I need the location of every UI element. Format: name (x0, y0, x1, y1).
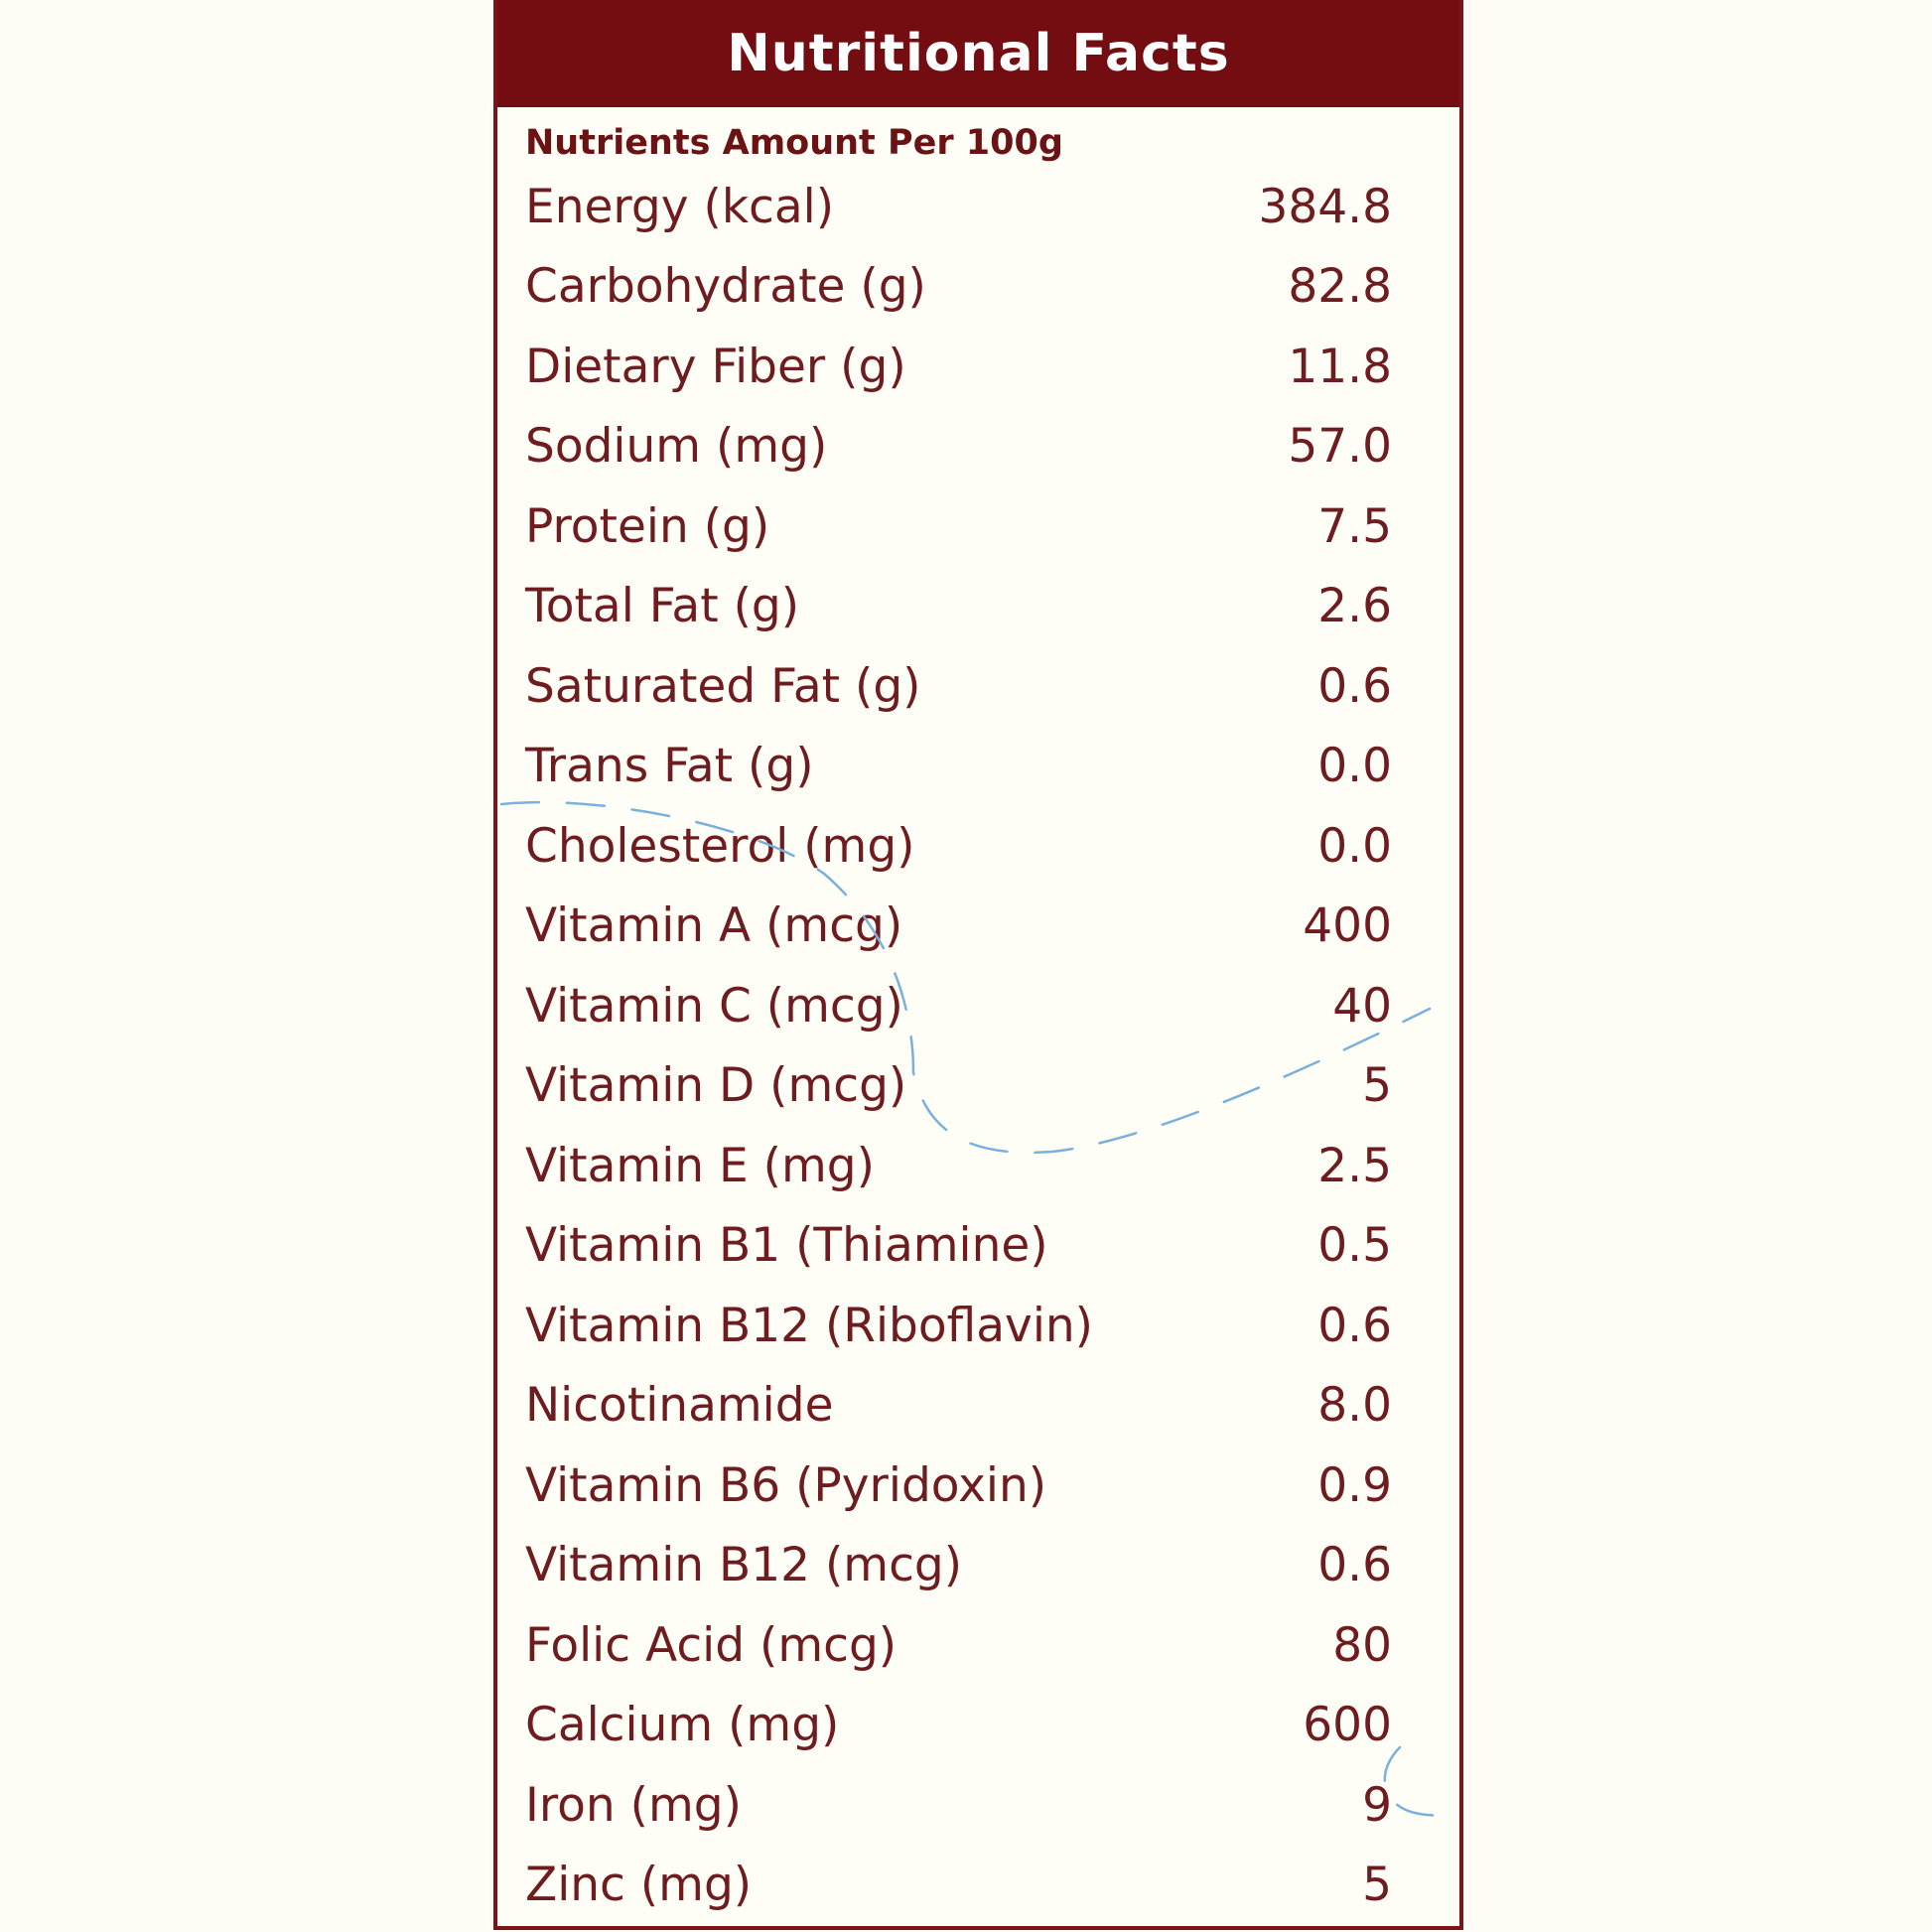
nutrient-row (497, 1526, 1459, 1606)
nutrient-label: Cholesterol (mg) (525, 818, 915, 874)
nutrient-row (497, 1206, 1459, 1287)
nutrient-label: Vitamin A (mcg) (525, 898, 903, 954)
nutrient-value: 11.8 (1288, 339, 1392, 394)
nutrient-value: 0.9 (1317, 1457, 1392, 1513)
nutrient-label: Protein (g) (525, 498, 770, 554)
nutrient-value: 9 (1362, 1777, 1392, 1833)
nutrient-label: Vitamin B12 (Riboflavin) (525, 1298, 1094, 1353)
nutrient-value: 82.8 (1288, 259, 1392, 315)
nutrient-label: Nicotinamide (525, 1378, 834, 1434)
nutrient-label: Sodium (mg) (525, 419, 828, 475)
nutrient-value: 80 (1332, 1617, 1392, 1673)
nutrients-subheader: Nutrients Amount Per 100g (525, 123, 1063, 163)
nutrient-label: Vitamin D (mcg) (525, 1058, 907, 1114)
nutrient-value: 0.6 (1317, 1298, 1392, 1353)
nutrient-label: Vitamin B6 (Pyridoxin) (525, 1457, 1047, 1513)
nutrient-label: Saturated Fat (g) (525, 658, 921, 714)
nutrient-row (497, 966, 1459, 1046)
nutrient-value: 5 (1362, 1858, 1392, 1913)
nutrient-label: Carbohydrate (g) (525, 259, 926, 315)
nutrient-row (497, 486, 1459, 567)
nutrient-value: 2.5 (1317, 1138, 1392, 1193)
nutrient-row (497, 1126, 1459, 1206)
nutrient-value: 40 (1332, 978, 1392, 1034)
nutrient-label: Energy (kcal) (525, 179, 835, 234)
nutrient-label: Folic Acid (mcg) (525, 1617, 897, 1673)
nutrient-label: Vitamin B1 (Thiamine) (525, 1218, 1048, 1274)
nutrient-value: 5 (1362, 1058, 1392, 1114)
nutrient-value: 8.0 (1317, 1378, 1392, 1434)
nutrient-row (497, 1605, 1459, 1686)
nutrient-row (497, 1366, 1459, 1447)
nutrient-row (497, 1765, 1459, 1846)
nutrient-label: Zinc (mg) (525, 1858, 753, 1913)
nutrient-row (497, 1686, 1459, 1766)
nutrient-value: 0.0 (1317, 739, 1392, 794)
nutrient-row (497, 1046, 1459, 1127)
nutrient-value: 0.0 (1317, 818, 1392, 874)
nutrient-label: Iron (mg) (525, 1777, 742, 1833)
nutrient-row (497, 1286, 1459, 1366)
nutrient-value: 384.8 (1258, 179, 1392, 234)
nutrient-row (497, 327, 1459, 407)
nutrient-label: Vitamin E (mg) (525, 1138, 875, 1193)
nutrition-header (497, 0, 1459, 107)
nutrient-label: Total Fat (g) (525, 579, 800, 634)
nutrient-label: Calcium (mg) (525, 1698, 840, 1753)
nutrient-label: Trans Fat (g) (525, 739, 814, 794)
nutrient-row (497, 646, 1459, 727)
nutrient-row (497, 806, 1459, 887)
nutrient-row (497, 727, 1459, 807)
nutrient-row (497, 887, 1459, 967)
nutrition-facts-panel (493, 0, 1463, 1930)
nutrient-row (497, 1446, 1459, 1526)
nutrient-row (497, 1846, 1459, 1926)
nutrient-table (497, 167, 1459, 1925)
nutrient-label: Vitamin C (mcg) (525, 978, 903, 1034)
nutrient-value: 400 (1303, 898, 1392, 954)
nutrient-value: 7.5 (1317, 498, 1392, 554)
nutrient-value: 57.0 (1288, 419, 1392, 475)
nutrient-value: 2.6 (1317, 579, 1392, 634)
nutrient-label: Vitamin B12 (mcg) (525, 1538, 963, 1593)
nutrient-row (497, 167, 1459, 247)
nutrient-row (497, 407, 1459, 487)
nutrient-value: 0.6 (1317, 1538, 1392, 1593)
nutrient-value: 0.5 (1317, 1218, 1392, 1274)
nutrient-row (497, 567, 1459, 647)
nutrient-value: 0.6 (1317, 658, 1392, 714)
header-title: Nutritional Facts (727, 24, 1230, 83)
nutrient-row (497, 247, 1459, 328)
nutrient-label: Dietary Fiber (g) (525, 339, 906, 394)
nutrient-value: 600 (1303, 1698, 1392, 1753)
